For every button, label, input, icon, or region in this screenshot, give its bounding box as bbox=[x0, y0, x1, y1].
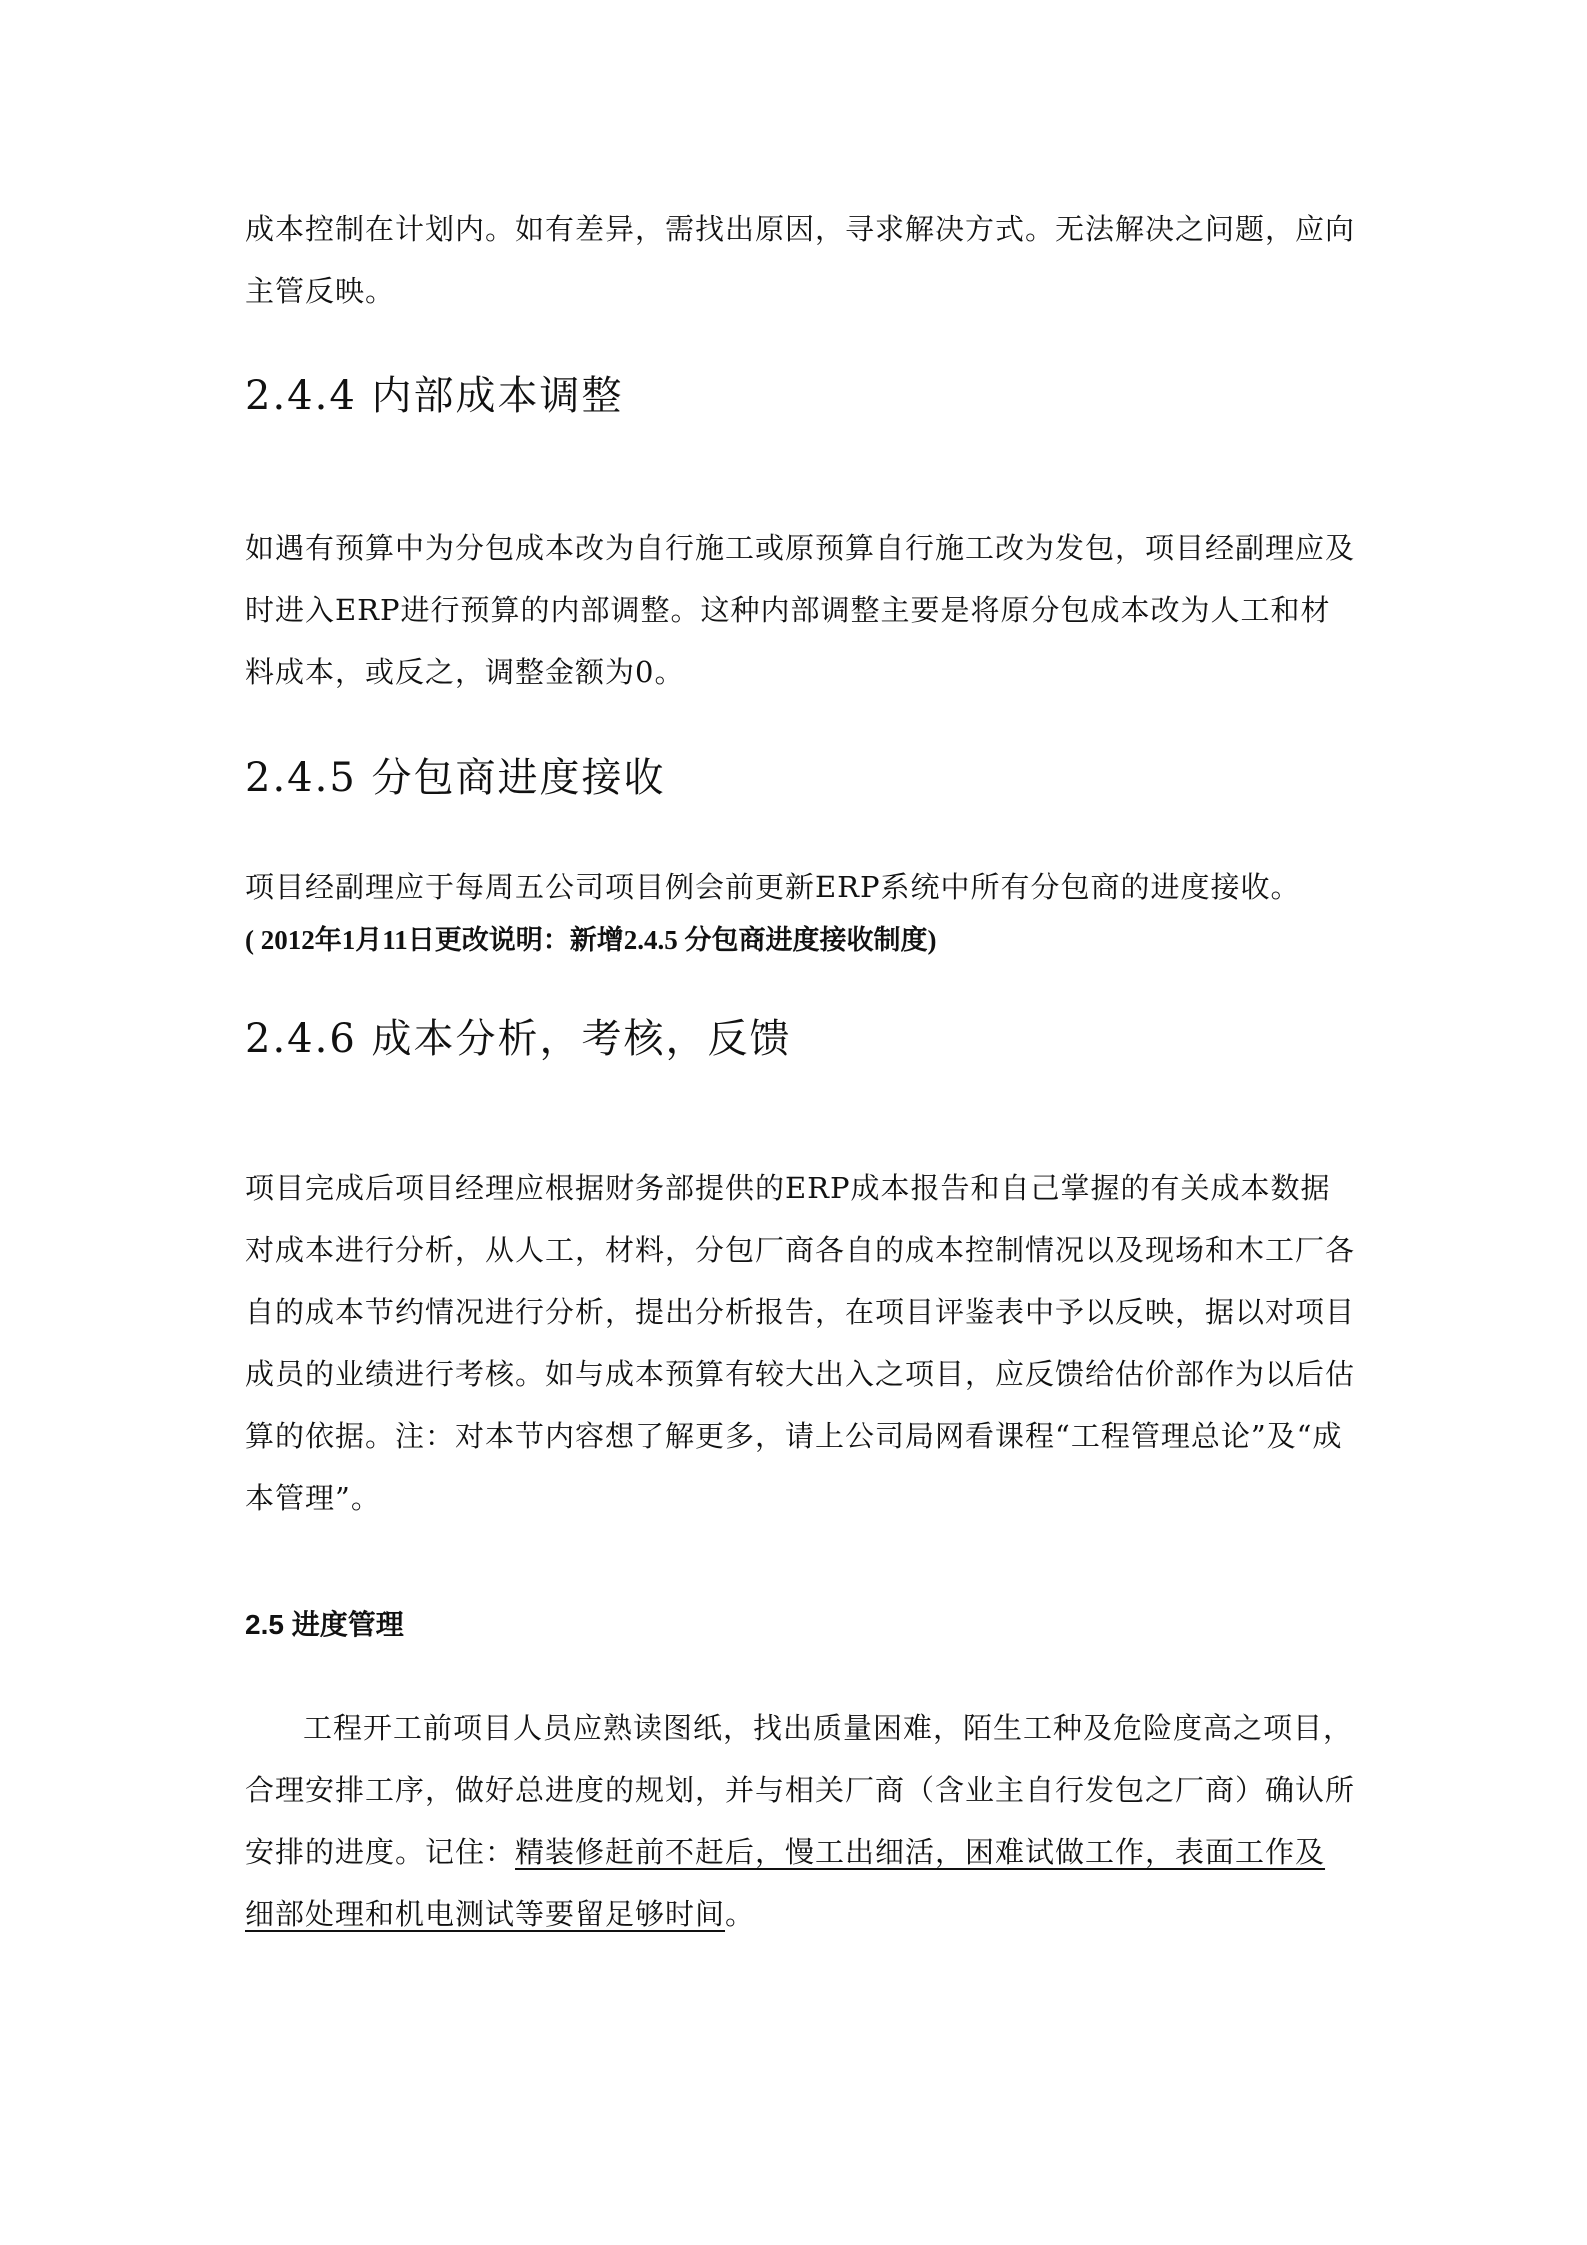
change-note-2-4-5: ( 2012年1月11日更改说明：新增2.4.5 分包商进度接收制度) bbox=[245, 925, 937, 955]
heading-2-4-5: 2.4.5 分包商进度接收 bbox=[245, 755, 666, 801]
heading-2-4-4: 2.4.4 内部成本调整 bbox=[245, 373, 624, 419]
paragraph-2-4-6: 项目完成后项目经理应根据财务部提供的ERP成本报告和自己掌握的有关成本数据对成本进行分析，从人工，材料，分包厂商各自的成本控制情况以及现场和木工厂各自的成本节约情况进行分析，提出分析报告，在项目评鉴表中予以反映，据以对项目成员的业绩进行考核。如与成本预算有较大出入之项目，应反馈给估价部作为以后估算的依据。注：对本节内容想了解更多，请上公司局网看课程“工程管理总论”及“成本管理”。 bbox=[245, 1171, 1356, 1515]
paragraph-2-4-5: 项目经副理应于每周五公司项目例会前更新ERP系统中所有分包商的进度接收。 bbox=[245, 870, 1301, 904]
intro-paragraph: 成本控制在计划内。如有差异，需找出原因，寻求解决方式。无法解决之问题，应向主管反映。 bbox=[245, 212, 1356, 308]
heading-2-4-6: 2.4.6 成本分析，考核，反馈 bbox=[245, 1016, 792, 1062]
paragraph-2-5-lead: 工程开工前项目人员应熟读图纸，找出质量困难，陌生工种及危险度高之项目，合理安排工序，做好总进度的规划，并与相关厂商（含业主自行发包之厂商）确认所安排的进度。记住： bbox=[245, 1711, 1356, 1869]
paragraph-2-5 bbox=[245, 1697, 1355, 1945]
heading-2-5: 2.5 进度管理 bbox=[245, 1609, 404, 1640]
paragraph-2-4-4: 如遇有预算中为分包成本改为自行施工或原预算自行施工改为发包，项目经副理应及时进入ERP进行预算的内部调整。这种内部调整主要是将原分包成本改为人工和材料成本，或反之，调整金额为0。 bbox=[245, 531, 1356, 689]
paragraph-2-5-underlined: 精装修赶前不赶后，慢工出细活，困难试做工作，表面工作及细部处理和机电测试等要留足够时间 bbox=[245, 1835, 1326, 1931]
paragraph-2-5-end: 。 bbox=[725, 1897, 756, 1931]
